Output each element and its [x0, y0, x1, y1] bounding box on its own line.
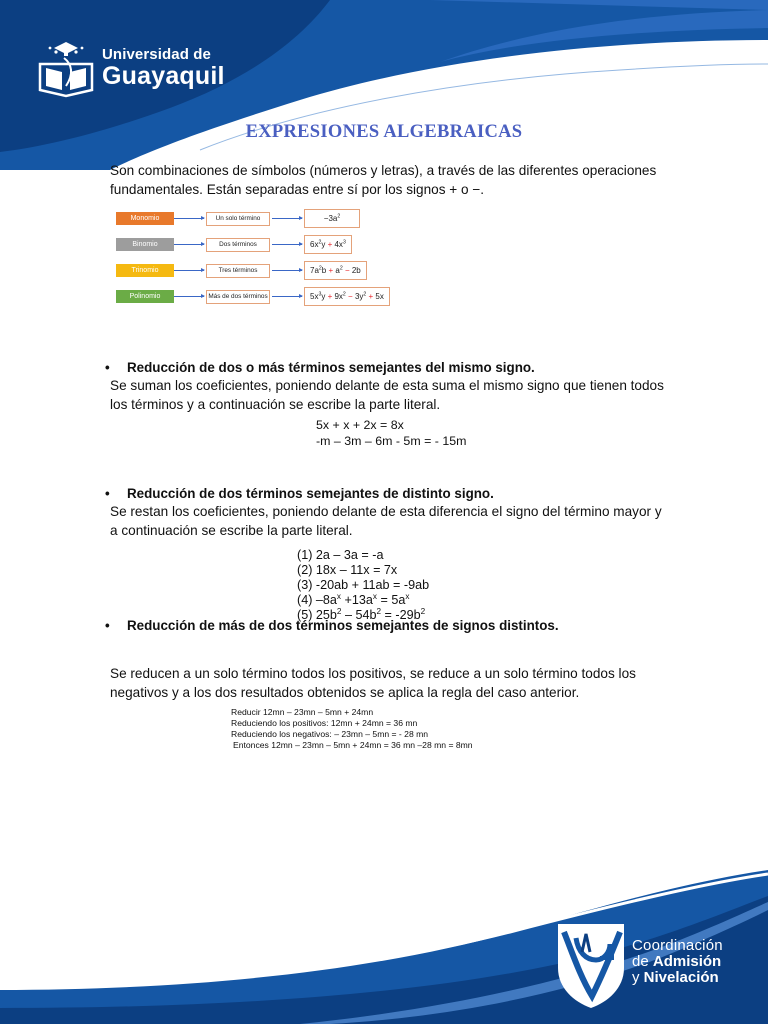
diagram-row-trinomio: [110, 264, 400, 284]
arrow-icon: [272, 296, 302, 297]
desc-trinomio: Tres términos: [206, 264, 270, 278]
section1-formula-1: 5x + x + 2x = 8x: [316, 418, 404, 432]
expr-trinomio: $7a^2b + a^2 - 2b$: [304, 261, 367, 280]
section1-body: Se suman los coeficientes, poniendo delante de esta suma el mismo signo que tienen todos los términos y a continuación se escribe la parte literal.: [110, 378, 664, 412]
section2-formula-4: (4) $-8a^x +13a^x = 5a^x$: [297, 591, 410, 607]
section2-formula-2: (2) 18x – 11x = 7x: [297, 563, 398, 577]
arrow-icon: [174, 270, 204, 271]
university-logo: [34, 34, 224, 100]
section3-line-3: Reduciendo los negativos: – 23mn – 5mn = - 28 mn: [231, 729, 429, 739]
desc-polinomio: Más de dos términos: [206, 290, 270, 304]
tag-monomio: Monomio: [116, 212, 174, 225]
coord-line3-prefix: y: [632, 969, 644, 986]
section3-body: Se reducen a un solo término todos los positivos, se reduce a un solo término todos los negativos y a los dos resultados obtenidos se aplica la regla del caso anterior.: [110, 666, 636, 700]
section1-formula-2: -m – 3m – 6m - 5m = - 15m: [316, 434, 467, 448]
coord-line2-bold: Admisión: [652, 953, 722, 970]
logo-line1: Universidad de: [102, 46, 211, 63]
arrow-icon: [272, 244, 302, 245]
arrow-icon: [272, 270, 302, 271]
arrow-icon: [174, 244, 204, 245]
arrow-icon: [174, 296, 204, 297]
coord-line2-prefix: de: [632, 953, 653, 970]
section3-example: [231, 707, 473, 751]
logo-line2: Guayaquil: [102, 62, 225, 90]
section2-heading: • Reducción de dos términos semejantes de distinto signo.: [127, 484, 494, 503]
desc-monomio: Un solo término: [206, 212, 270, 226]
tag-binomio: Binomio: [116, 238, 174, 251]
intro-paragraph: Son combinaciones de símbolos (números y letras), a través de las diferentes operaciones fundamentales. Están separadas entre sí por los signos + o −.: [110, 163, 657, 197]
expr-monomio: $-3a^2$: [304, 209, 360, 228]
expr-binomio: $6x^2y + 4x^3$: [304, 235, 352, 254]
section1-heading: • Reducción de dos o más términos semejantes del mismo signo.: [127, 358, 535, 377]
section3-heading: • Reducción de más de dos términos semejantes de signos distintos.: [127, 616, 559, 635]
classification-diagram: [110, 205, 400, 311]
section3-line-1: Reducir 12mn – 23mn – 5mn + 24mn: [231, 707, 374, 717]
expr-polinomio: $5x^3y + 9x^2 - 3y^2 + 5x$: [304, 287, 390, 306]
diagram-row-monomio: [110, 212, 400, 232]
arrow-icon: [272, 218, 302, 219]
section2-formula-3: (3) -20ab + 11ab = -9ab: [297, 578, 430, 592]
page-title: EXPRESIONES ALGEBRAICAS: [245, 122, 523, 142]
section3-line-4: Entonces 12mn – 23mn – 5mn + 24mn = 36 mn –28 mn = 8mn: [233, 740, 473, 750]
section2-body: Se restan los coeficientes, poniendo delante de esta diferencia el signo del término mayor y a continuación se escribe la parte literal.: [110, 504, 662, 538]
coord-line1: Coordinación: [632, 937, 723, 954]
section3-line-2: Reduciendo los positivos: 12mn + 24mn = 36 mn: [231, 718, 418, 728]
desc-binomio: Dos términos: [206, 238, 270, 252]
coordination-logo: [552, 916, 752, 1010]
section2-formula-5: (5) $25b^2 - 54b^2 = -29b^2$: [297, 606, 426, 622]
tag-polinomio: Polinomio: [116, 290, 174, 303]
diagram-row-polinomio: [110, 290, 400, 310]
university-emblem-icon: [34, 34, 98, 100]
coord-line3-bold: Nivelación: [643, 969, 719, 986]
section2-formulas: [297, 548, 429, 623]
coordination-emblem-icon: [552, 916, 630, 1010]
section2-formula-1: (1) 2a – 3a = -a: [297, 548, 384, 562]
diagram-row-binomio: [110, 238, 400, 258]
arrow-icon: [174, 218, 204, 219]
tag-trinomio: Trinomio: [116, 264, 174, 277]
